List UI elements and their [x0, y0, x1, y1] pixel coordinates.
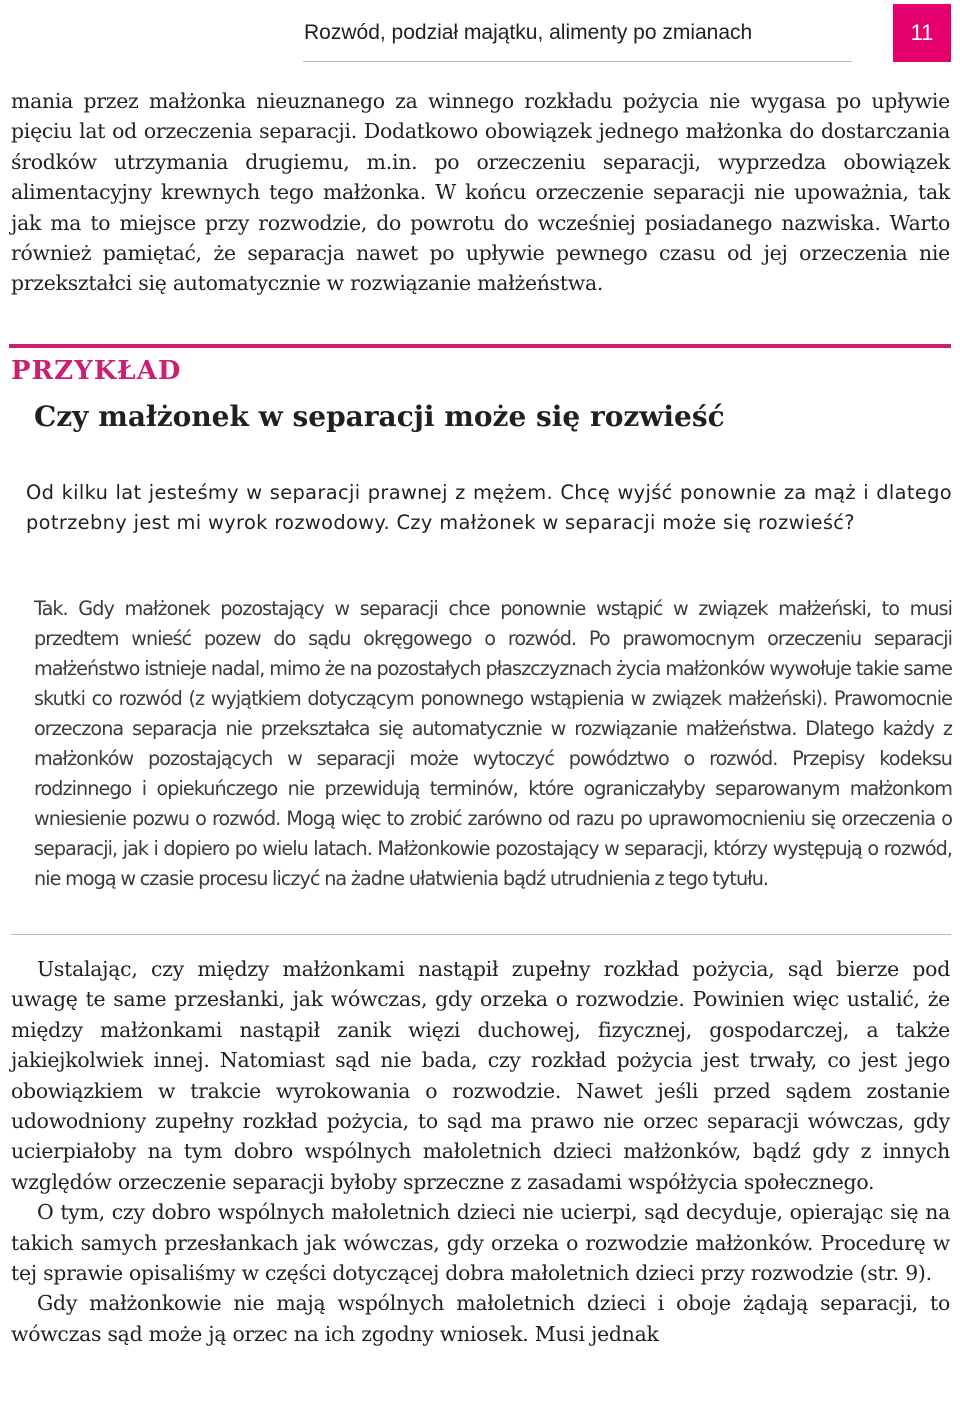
- example-top-rule: [9, 344, 951, 348]
- example-bottom-rule: [11, 934, 951, 935]
- example-answer: Tak. Gdy małżonek pozostający w separacji chce ponownie wstąpić w związek małżeński, to musi przedtem wnieść pozew do sądu okręgowego o rozwód. Po prawomocnym orzeczeniu separacji małżeństwo istnieje nadal, mimo że na pozostałych płaszczyznach życia małżonków wywołuje takie same skutki co rozwód (z wyjątkiem dotyczącym ponownego wstąpienia w związek małżeński). Prawomocnie orzeczona separacja nie przekształca się automatycznie w rozwiązanie małżeństwa. Dlatego każdy z małżonków pozostających w separacji może wytoczyć powództwo o rozwód. Przepisy kodeksu rodzinnego i opiekuńczego nie przewidują terminów, które ograniczałyby separowanym małżonkom wniesienie pozwu o rozwód. Mogą więc to zrobić zarówno od razu po uprawomocnieniu się orzeczenia o separacji, jak i dopiero po wielu latach. Małżonkowie pozostający w separacji, którzy występują o rozwód, nie mogą w czasie procesu liczyć na żadne ułatwienia bądź utrudnienia z tego tytułu.: [34, 597, 952, 890]
- header-rule: [303, 61, 852, 62]
- intro-paragraph: mania przez małżonka nieuznanego za winnego rozkładu pożycia nie wygasa po upływie pięciu lat od orzeczenia separacji. Dodatkowo obowiązek jednego małżonka do dostarczania środków utrzymania drugiemu, m.in. po orzeczeniu separacji, wyprzedza obowiązek alimentacyjny krewnych tego małżonka. W końcu orzeczenie separacji nie upoważnia, tak jak ma to miejsce przy rozwodzie, do powrotu do wcześniej posiadanego nazwiska. Warto również pamiętać, że separacja nawet po upływie pewnego czasu od jej orzeczenia nie przekształci się automatycznie w rozwiązanie małżeństwa.: [11, 89, 950, 296]
- body-paragraph-1: Ustalając, czy między małżonkami nastąpił zupełny rozkład pożycia, sąd bierze pod uwagę te same przesłanki, jak wówczas, gdy orzeka o rozwodzie. Powinien więc ustalić, że między małżonkami nastąpił zanik więzi duchowej, fizycznej, gospodarczej, a także jakiejkolwiek innej. Natomiast sąd nie bada, czy rozkład pożycia jest trwały, co jest jego obowiązkiem w trakcie wyrokowania o rozwodzie. Nawet jeśli przed sądem zostanie udowodniony zupełny rozkład pożycia, to sąd ma prawo nie orzec separacji wówczas, gdy ucierpiałoby na tym dobro wspólnych małoletnich dzieci małżonków, bądź gdy z innych względów orzeczenie separacji byłoby sprzeczne z zasadami współżycia społecznego.: [11, 957, 950, 1194]
- body-paragraph-3: Gdy małżonkowie nie mają wspólnych małoletnich dzieci i oboje żądają separacji, to wówczas sąd może ją orzec na ich zgodny wniosek. Musi jednak: [11, 1291, 950, 1346]
- page-number-badge: 11: [893, 4, 951, 62]
- example-question: Od kilku lat jesteśmy w separacji prawnej z mężem. Chcę wyjść ponownie za mąż i dlatego potrzebny jest mi wyrok rozwodowy. Czy małżonek w separacji może się rozwieść?: [26, 481, 952, 534]
- body-paragraph-2: O tym, czy dobro wspólnych małoletnich dzieci nie ucierpi, sąd decyduje, opierając się na takich samych przesłankach jak wówczas, gdy orzeka o rozwodzie małżonków. Procedurę w tej sprawie opisaliśmy w części dotyczącej dobra małoletnich dzieci przy rozwodzie (str. 9).: [11, 1200, 950, 1286]
- intro-text: [11, 86, 950, 299]
- example-title: Czy małżonek w separacji może się rozwieść: [34, 400, 725, 433]
- body-text: [11, 954, 950, 1349]
- example-label: PRZYKŁAD: [11, 356, 182, 386]
- running-header-title: Rozwód, podział majątku, alimenty po zmianach: [304, 21, 753, 44]
